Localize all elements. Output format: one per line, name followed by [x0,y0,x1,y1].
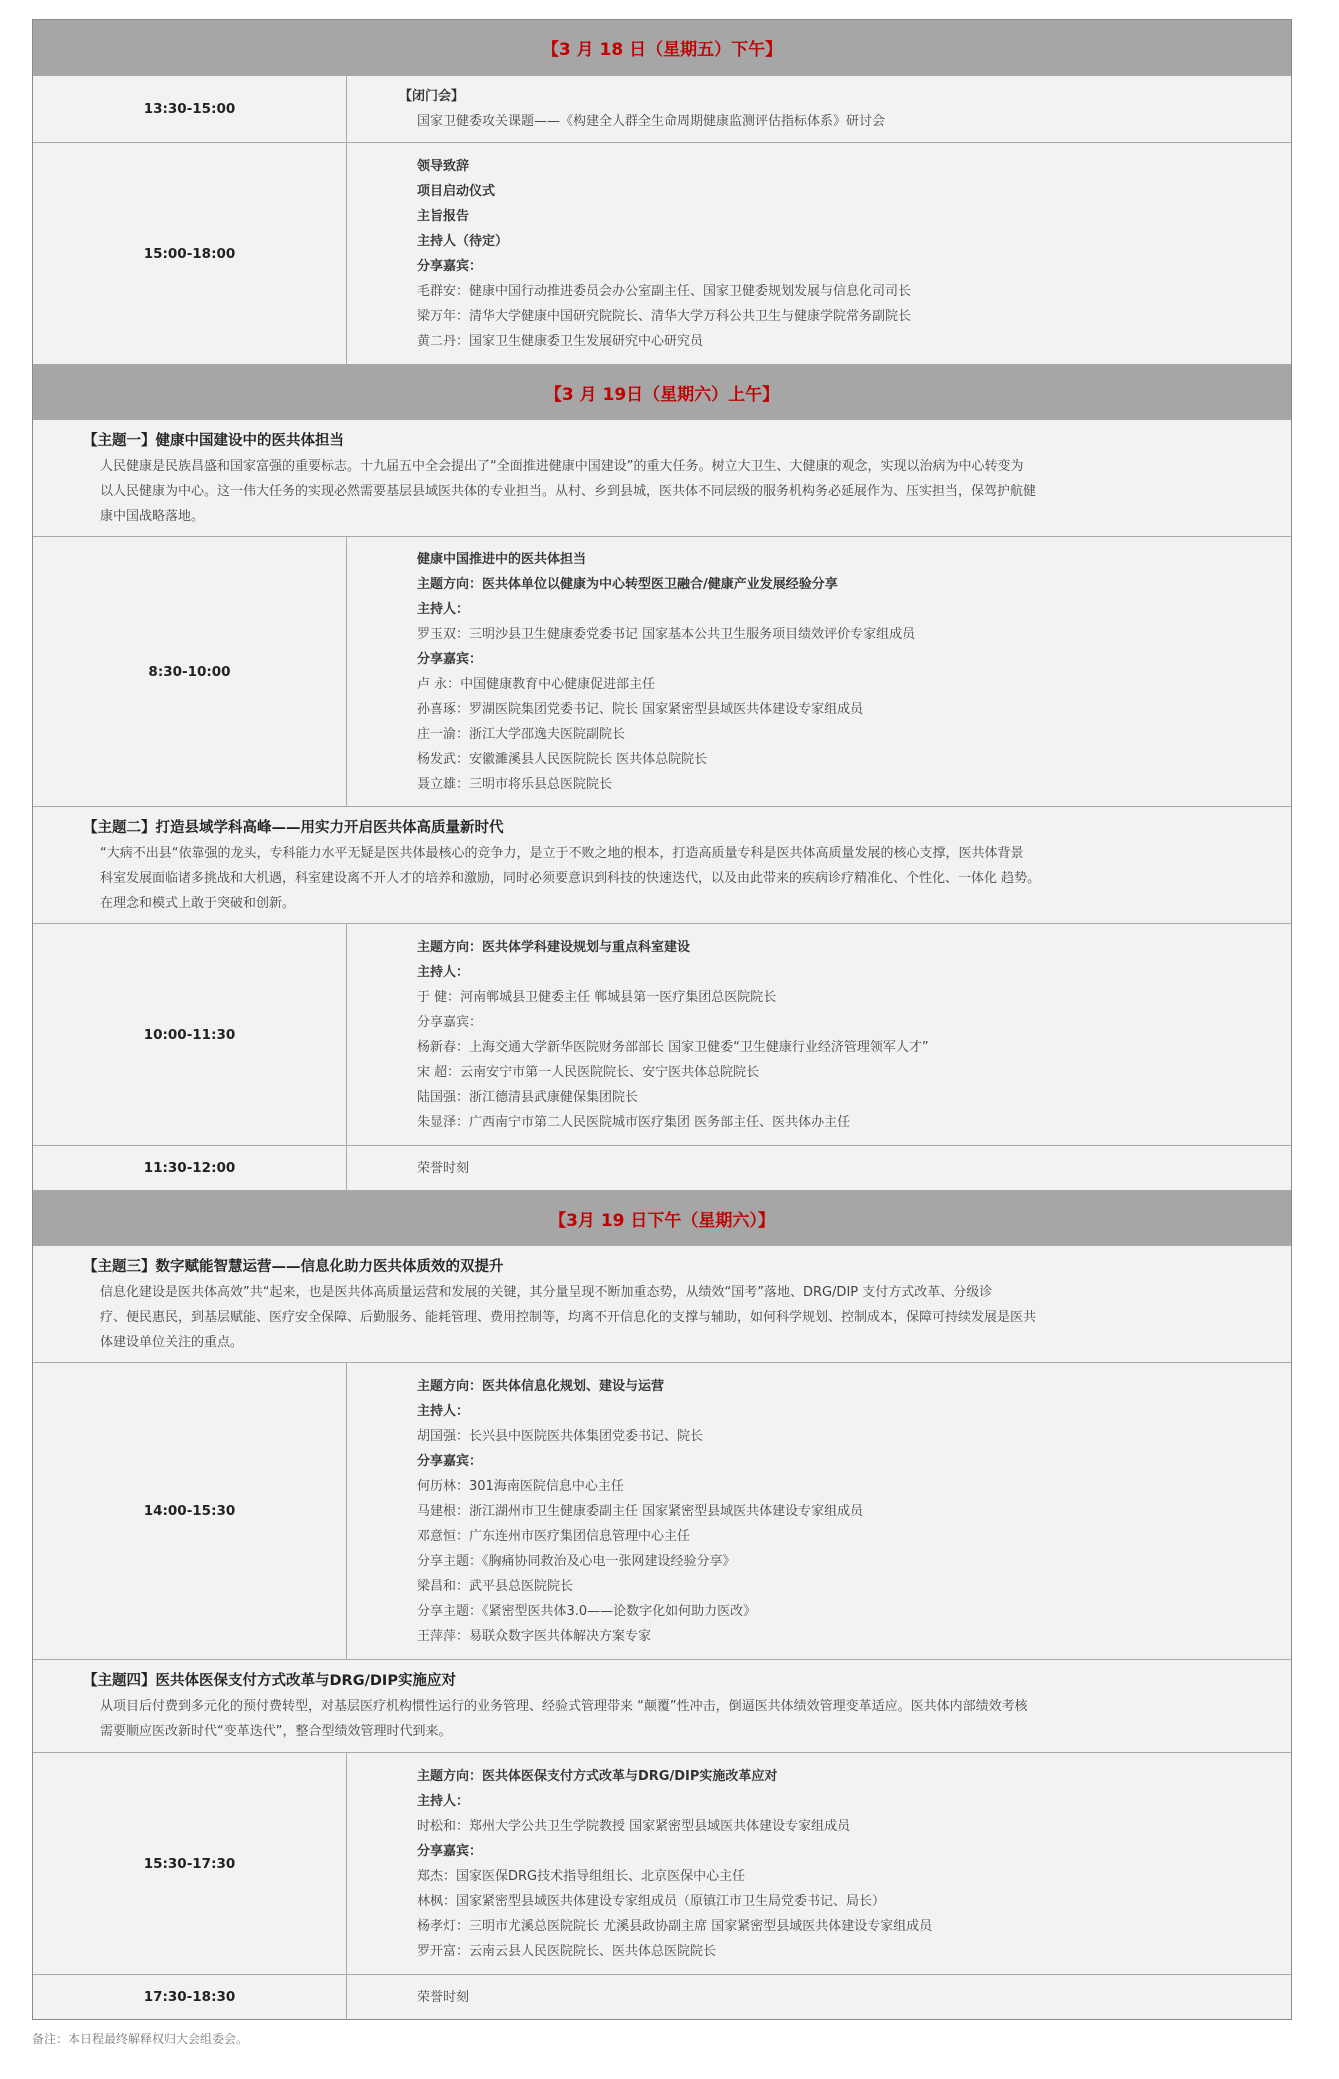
topic-description-line: 科室发展面临诸多挑战和大机遇，科室建设离不开人才的培养和激励，同时必须要意识到科技的快速迭代，以及由此带来的疾病诊疗精准化、个性化、一体化 趋势。 [100,870,1041,886]
session-line: 于 健：河南郸城县卫健委主任 郸城县第一医疗集团总医院院长 [417,989,777,1005]
section-header: 【3 月 18 日（星期五）下午】 [33,20,1291,75]
session-line: 何历林：301海南医院信息中心主任 [417,1478,624,1494]
session-line: 主题方向：医共体学科建设规划与重点科室建设 [417,939,691,955]
session-line: 杨发武：安徽濉溪县人民医院院长 医共体总院院长 [417,751,708,767]
session-line: 分享嘉宾： [417,1453,483,1469]
topic-description-line: 体建设单位关注的重点。 [100,1334,244,1350]
time-cell: 8:30-10:00 [33,537,347,806]
session-line: 林枫：国家紧密型县域医共体建设专家组成员（原镇江市卫生局党委书记、局长） [417,1893,886,1909]
session-line: 庄一渝：浙江大学邵逸夫医院副院长 [417,726,626,742]
section-header: 【3月 19 日下午（星期六）】 [33,1190,1291,1245]
topic-title: 【主题二】打造县域学科高峰——用实力开启医共体高质量新时代 [83,819,504,836]
topic-description-line: 以人民健康为中心。这一伟大任务的实现必然需要基层县域医共体的专业担当。从村、乡到县城，医共体不同层级的服务机构务必延展作为、压实担当，保驾护航健 [100,483,1037,499]
session-line: 荣誉时刻 [417,1989,470,2005]
session-line: 项目启动仪式 [417,183,496,199]
session-line: 杨孝灯：三明市尤溪总医院院长 尤溪县政协副主席 国家紧密型县域医共体建设专家组成员 [417,1918,933,1934]
session-line: 分享嘉宾： [417,1843,483,1859]
session-line: 郑杰：国家医保DRG技术指导组组长、北京医保中心主任 [417,1868,746,1884]
session-line: 分享嘉宾： [417,1014,483,1030]
topic-description-line: 从项目后付费到多元化的预付费转型，对基层医疗机构惯性运行的业务管理、经验式管理带来 “颠覆”性冲击，倒逼医共体绩效管理变革适应。医共体内部绩效考核 [100,1699,1028,1714]
section-header: 【3 月 19日（星期六）上午】 [33,364,1291,419]
session-line: 分享嘉宾： [417,651,483,667]
session-line: 主持人： [417,601,470,617]
session-line: 罗开富：云南云县人民医院院长、医共体总医院院长 [417,1943,717,1959]
session-content [347,924,1291,1145]
session-line: 王萍萍：易联众数字医共体解决方案专家 [417,1628,652,1644]
schedule-row [33,142,1291,364]
topic-row [33,419,1291,536]
session-line: 梁万年：清华大学健康中国研究院院长、清华大学万科公共卫生与健康学院常务副院长 [417,308,912,324]
session-line: 罗玉双：三明沙县卫生健康委党委书记 国家基本公共卫生服务项目绩效评价专家组成员 [417,626,916,642]
time-cell: 13:30-15:00 [33,76,347,142]
schedule-row [33,536,1291,806]
session-line: 健康中国推进中的医共体担当 [417,551,587,567]
topic-row [33,1659,1291,1752]
session-line: 时松和：郑州大学公共卫生学院教授 国家紧密型县域医共体建设专家组成员 [417,1818,851,1834]
topic-row [33,806,1291,923]
session-content [347,143,1291,364]
session-line: 马建根：浙江湖州市卫生健康委副主任 国家紧密型县域医共体建设专家组成员 [417,1503,864,1519]
session-line: 毛群安：健康中国行动推进委员会办公室副主任、国家卫健委规划发展与信息化司司长 [417,283,912,299]
topic-title: 【主题四】医共体医保支付方式改革与DRG/DIP实施应对 [83,1673,456,1689]
session-line: 梁昌和：武平县总医院院长 [417,1578,574,1594]
topic-description-line: 信息化建设是医共体高效”共“起来，也是医共体高质量运营和发展的关键，其分量呈现不断加重态势，从绩效“国考”落地、DRG/DIP 支付方式改革、分级诊 [100,1284,993,1300]
topic-row [33,1245,1291,1362]
session-line: 陆国强：浙江德清县武康健保集团院长 [417,1089,639,1105]
session-content [347,1975,1291,2019]
topic-description-line: 疗、便民惠民，到基层赋能、医疗安全保障、后勤服务、能耗管理、费用控制等，均离不开信息化的支撑与辅助，如何科学规划、控制成本，保障可持续发展是医共 [100,1309,1037,1325]
schedule-row [33,1752,1291,1974]
session-line: 主持人： [417,1793,470,1809]
time-cell: 10:00-11:30 [33,924,347,1145]
session-content [347,1753,1291,1974]
session-line: 杨新春：上海交通大学新华医院财务部部长 国家卫健委“卫生健康行业经济管理领军人才” [417,1039,929,1055]
session-line: 主题方向：医共体信息化规划、建设与运营 [417,1378,665,1394]
schedule-row [33,1974,1291,2019]
time-cell: 17:30-18:30 [33,1975,347,2019]
session-line: 宋 超：云南安宁市第一人民医院院长、安宁医共体总院院长 [417,1064,760,1080]
session-content [347,76,1291,142]
session-line: 聂立雄：三明市将乐县总医院院长 [417,776,613,792]
session-line: 邓意恒：广东连州市医疗集团信息管理中心主任 [417,1528,691,1544]
schedule-table [32,19,1292,2020]
time-cell: 11:30-12:00 [33,1146,347,1190]
session-line: 黄二丹：国家卫生健康委卫生发展研究中心研究员 [417,333,704,349]
session-line: 分享主题：《胸痛协同救治及心电一张网建设经验分享》 [417,1553,736,1569]
topic-description-line: 需要顺应医改新时代“变革迭代”，整合型绩效管理时代到来。 [100,1724,452,1739]
schedule-row [33,1362,1291,1659]
footer-note: 备注：本日程最终解释权归大会组委会。 [32,2032,249,2046]
session-line: 主持人： [417,1403,470,1419]
session-line: 卢 永：中国健康教育中心健康促进部主任 [417,676,656,692]
topic-title: 【主题一】健康中国建设中的医共体担当 [83,432,344,449]
session-line: 领导致辞 [417,158,470,174]
schedule-row [33,923,1291,1145]
session-line: 分享主题：《紧密型医共体3.0——论数字化如何助力医改》 [417,1603,757,1619]
time-cell: 15:30-17:30 [33,1753,347,1974]
session-line: 朱显泽：广西南宁市第二人民医院城市医疗集团 医务部主任、医共体办主任 [417,1114,851,1130]
session-content [347,537,1291,806]
session-line: 胡国强：长兴县中医院医共体集团党委书记、院长 [417,1428,704,1444]
time-cell: 15:00-18:00 [33,143,347,364]
topic-description-line: “大病不出县“依靠强的龙头，专科能力水平无疑是医共体最核心的竞争力，是立于不败之地的根本，打造高质量专科是医共体高质量发展的核心支撑，医共体背景 [100,845,1024,861]
session-line: 主题方向：医共体单位以健康为中心转型医卫融合/健康产业发展经验分享 [417,576,838,592]
session-line: 主题方向：医共体医保支付方式改革与DRG/DIP实施改革应对 [417,1768,778,1784]
session-content [347,1146,1291,1190]
schedule-row [33,75,1291,142]
session-line: 【闭门会】 [399,89,465,104]
session-line: 国家卫健委攻关课题——《构建全人群全生命周期健康监测评估指标体系》研讨会 [417,114,886,129]
topic-description-line: 康中国战略落地。 [100,508,205,524]
session-line: 主持人（待定） [417,233,509,249]
time-cell: 14:00-15:30 [33,1363,347,1659]
session-content [347,1363,1291,1659]
session-line: 荣誉时刻 [417,1160,470,1176]
session-line: 主持人： [417,964,470,980]
topic-description-line: 人民健康是民族昌盛和国家富强的重要标志。十九届五中全会提出了“全面推进健康中国建设”的重大任务。树立大卫生、大健康的观念，实现以治病为中心转变为 [100,458,1024,474]
topic-description-line: 在理念和模式上敢于突破和创新。 [100,895,296,911]
topic-title: 【主题三】数字赋能智慧运营——信息化助力医共体质效的双提升 [83,1258,504,1275]
session-line: 分享嘉宾： [417,258,483,274]
schedule-row [33,1145,1291,1190]
session-line: 主旨报告 [417,208,470,224]
session-line: 孙喜琢：罗湖医院集团党委书记、院长 国家紧密型县域医共体建设专家组成员 [417,701,864,717]
